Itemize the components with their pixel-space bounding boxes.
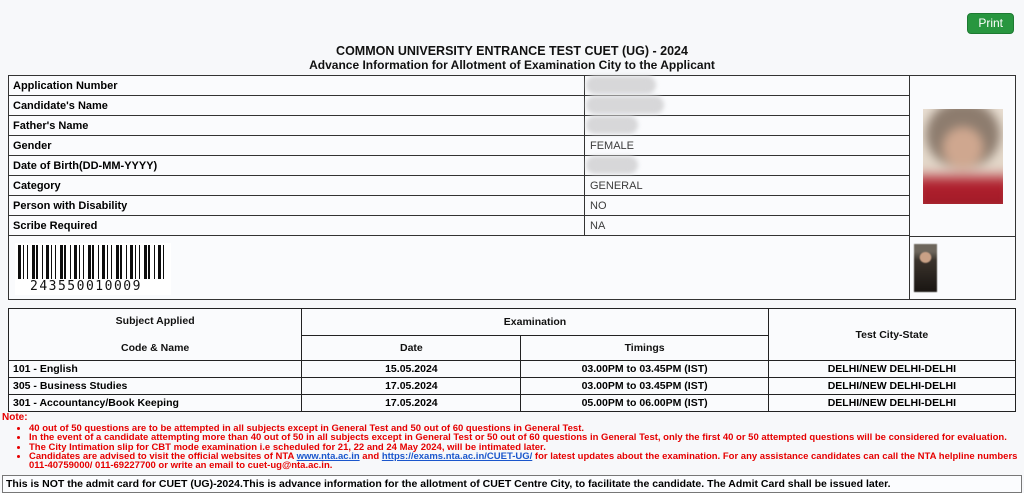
note-item: • In the event of a candidate attempting more than 40 out of 50 in all subjects except in General Test or 50 out of 60 questions in General Test, only the first 40 or 50 attempted questions will be considered for evaluation.: [29, 433, 1022, 442]
field-value: [584, 176, 909, 195]
page-subtitle: Advance Information for Allotment of Examination City to the Applicant: [309, 58, 715, 72]
print-button[interactable]: Print: [967, 13, 1014, 34]
nta-website-link[interactable]: www.nta.ac.in: [296, 450, 360, 462]
exam-row-date: 17.05.2024: [302, 378, 521, 395]
candidate-info-table: [8, 75, 1016, 300]
notes-section: [2, 413, 1022, 470]
field-value: [584, 116, 909, 135]
candidate-row-father-name: [9, 116, 909, 136]
field-value: [584, 136, 909, 155]
field-label: Candidate's Name: [13, 100, 108, 112]
note-item: [29, 452, 1022, 471]
field-value-text: NO: [590, 200, 607, 212]
cuet-website-link[interactable]: https://exams.nta.ac.in/CUET-UG/: [381, 450, 533, 462]
exam-row: [9, 395, 1016, 412]
candidate-photo: [923, 109, 1003, 204]
note-text: and: [359, 450, 382, 462]
exam-row-subject: 305 - Business Studies: [9, 378, 302, 395]
col-header-test-city: Test City-State: [768, 309, 1015, 361]
thumbnail-cell: [910, 237, 1015, 299]
candidate-row-dob: [9, 156, 909, 176]
field-label: Person with Disability: [13, 200, 128, 212]
col-header-subject-line1: Subject Applied: [115, 314, 195, 327]
candidate-info-left: [9, 76, 909, 299]
exam-row: [9, 361, 1016, 378]
redacted-value: [586, 156, 638, 174]
field-value: [584, 76, 909, 95]
field-value: [584, 96, 909, 115]
col-header-subject: [9, 309, 302, 361]
candidate-row-application-number: [9, 76, 909, 96]
field-label: Father's Name: [13, 120, 89, 132]
candidate-row-name: [9, 96, 909, 116]
footer-disclaimer: This is NOT the admit card for CUET (UG)-2024.This is advance information for the allotment of CUET Centre City, to facilitate the candidate. The Admit Card shall be issued later.: [2, 475, 1022, 493]
field-value-text: FEMALE: [590, 140, 635, 152]
candidate-row-scribe: [9, 216, 909, 236]
exam-row-city: DELHI/NEW DELHI-DELHI: [768, 378, 1015, 395]
field-label: Gender: [13, 140, 52, 152]
barcode-number: 243550010009: [30, 279, 142, 294]
exam-row-date: 15.05.2024: [302, 361, 521, 378]
note-item: • The City Intimation slip for CBT mode examination i.e scheduled for 21, 22 and 24 May 2024, will be intimated later.: [29, 443, 1022, 452]
col-header-date: Date: [302, 336, 521, 361]
col-header-examination: Examination: [302, 309, 768, 336]
candidate-row-gender: [9, 136, 909, 156]
redacted-value: [586, 116, 638, 134]
page-title: COMMON UNIVERSITY ENTRANCE TEST CUET (UG) - 2024: [336, 44, 688, 58]
exam-row-timings: 03.00PM to 03.45PM (IST): [521, 378, 768, 395]
redacted-value: [586, 76, 656, 94]
page-header: [0, 0, 1024, 72]
barcode-bars: [18, 245, 166, 279]
exam-row-timings: 03.00PM to 03.45PM (IST): [521, 361, 768, 378]
field-value: [584, 216, 909, 235]
exam-row: [9, 378, 1016, 395]
col-header-subject-line2: Code & Name: [121, 341, 190, 354]
exam-row-city: DELHI/NEW DELHI-DELHI: [768, 361, 1015, 378]
candidate-row-category: [9, 176, 909, 196]
field-value-text: NA: [590, 220, 606, 232]
exam-row-timings: 05.00PM to 06.00PM (IST): [521, 395, 768, 412]
field-label: Date of Birth(DD-MM-YYYY): [13, 160, 158, 172]
field-value-text: GENERAL: [590, 180, 643, 192]
exam-row-subject: 301 - Accountancy/Book Keeping: [9, 395, 302, 412]
barcode: [15, 243, 171, 295]
note-text: for latest updates about the examination. For any assistance candidates can call the NTA helpline numbers 011-40759000/ 011-69227700 or write an email to cuet-ug@nta.ac.in.: [29, 450, 1018, 472]
examination-table: [8, 308, 1016, 412]
candidate-photo-column: [909, 76, 1015, 299]
field-label: Scribe Required: [13, 220, 98, 232]
candidate-row-pwd: [9, 196, 909, 216]
exam-row-date: 17.05.2024: [302, 395, 521, 412]
note-item: • 40 out of 50 questions are to be attempted in all subjects except in General Test and 50 out of 60 questions in General Test.: [29, 424, 1022, 433]
field-value: [584, 156, 909, 175]
photo-cell: [910, 76, 1015, 237]
redacted-value: [586, 96, 664, 114]
col-header-timings: Timings: [521, 336, 768, 361]
exam-row-subject: 101 - English: [9, 361, 302, 378]
exam-row-city: DELHI/NEW DELHI-DELHI: [768, 395, 1015, 412]
candidate-photo-blur: [923, 109, 1003, 204]
note-text: Candidates are advised to visit the official websites of NTA: [29, 450, 297, 462]
field-value: [584, 196, 909, 215]
field-label: Application Number: [13, 80, 118, 92]
notes-heading: Note:: [2, 412, 28, 423]
field-label: Category: [13, 180, 61, 192]
candidate-thumbnail-photo: [914, 244, 937, 292]
barcode-row: [9, 236, 909, 299]
